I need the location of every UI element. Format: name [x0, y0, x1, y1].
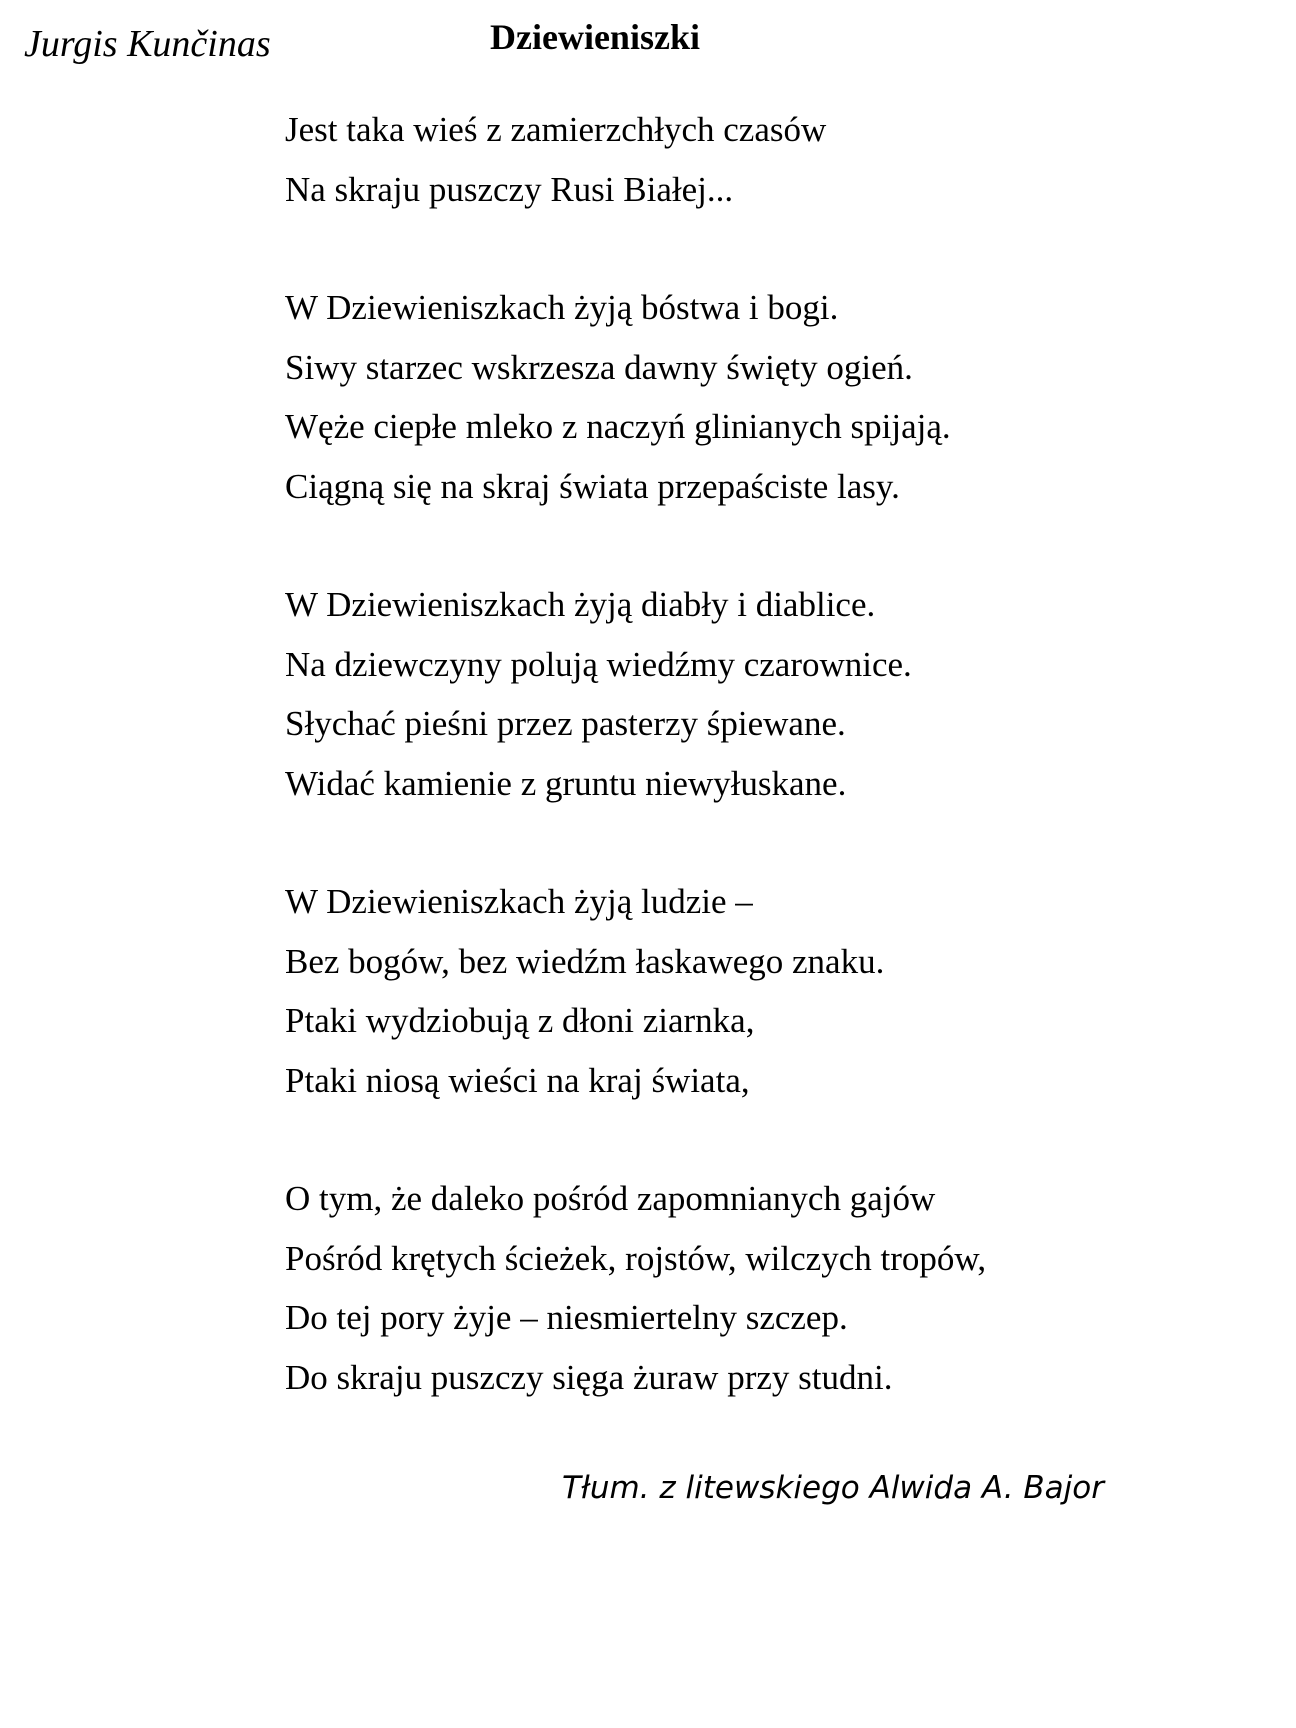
poem-line: Na skraju puszczy Rusi Białej... — [285, 169, 734, 209]
poem-line: Ptaki niosą wieści na kraj świata, — [285, 1060, 750, 1100]
poem-line: W Dziewieniszkach żyją diabły i diablice. — [285, 585, 876, 624]
stanza-3 — [285, 575, 1245, 813]
poem-body — [285, 100, 1245, 1466]
poem-line: Do tej pory żyje – niesmiertelny szczep. — [285, 1298, 848, 1337]
poem-line: W Dziewieniszkach żyją ludzie – — [285, 882, 753, 921]
stanza-4 — [285, 872, 1245, 1110]
poem-author: Jurgis Kunčinas — [24, 23, 271, 65]
stanza-5 — [285, 1169, 1245, 1407]
poem-line: O tym, że daleko pośród zapomnianych gajów — [285, 1179, 936, 1218]
poem-line: Ptaki wydziobują z dłoni ziarnka, — [285, 1001, 755, 1040]
poem-line: W Dziewieniszkach żyją bóstwa i bogi. — [285, 288, 839, 327]
poem-line: Jest taka wieś z zamierzchłych czasów — [285, 110, 827, 149]
poem-line: Na dziewczyny polują wiedźmy czarownice. — [285, 644, 912, 684]
stanza-1 — [285, 100, 1245, 219]
poem-line: Do skraju puszczy sięga żuraw przy studni. — [285, 1357, 893, 1397]
poem-line: Słychać pieśni przez pasterzy śpiewane. — [285, 704, 846, 743]
poem-title: Dziewieniszki — [490, 17, 700, 57]
poem-line: Pośród krętych ścieżek, rojstów, wilczych tropów, — [285, 1238, 987, 1278]
stanza-2 — [285, 278, 1245, 516]
poem-line: Bez bogów, bez wiedźm łaskawego znaku. — [285, 941, 885, 981]
poem-line: Węże ciepłe mleko z naczyń glinianych spijają. — [285, 407, 951, 446]
poem-line: Ciągną się na skraj świata przepaściste lasy. — [285, 466, 900, 506]
poem-line: Siwy starzec wskrzesza dawny święty ogień. — [285, 347, 913, 387]
translator-credit: Tłum. z litewskiego Alwida A. Bajor — [562, 1470, 1105, 1506]
poem-line: Widać kamienie z gruntu niewyłuskane. — [285, 763, 847, 803]
